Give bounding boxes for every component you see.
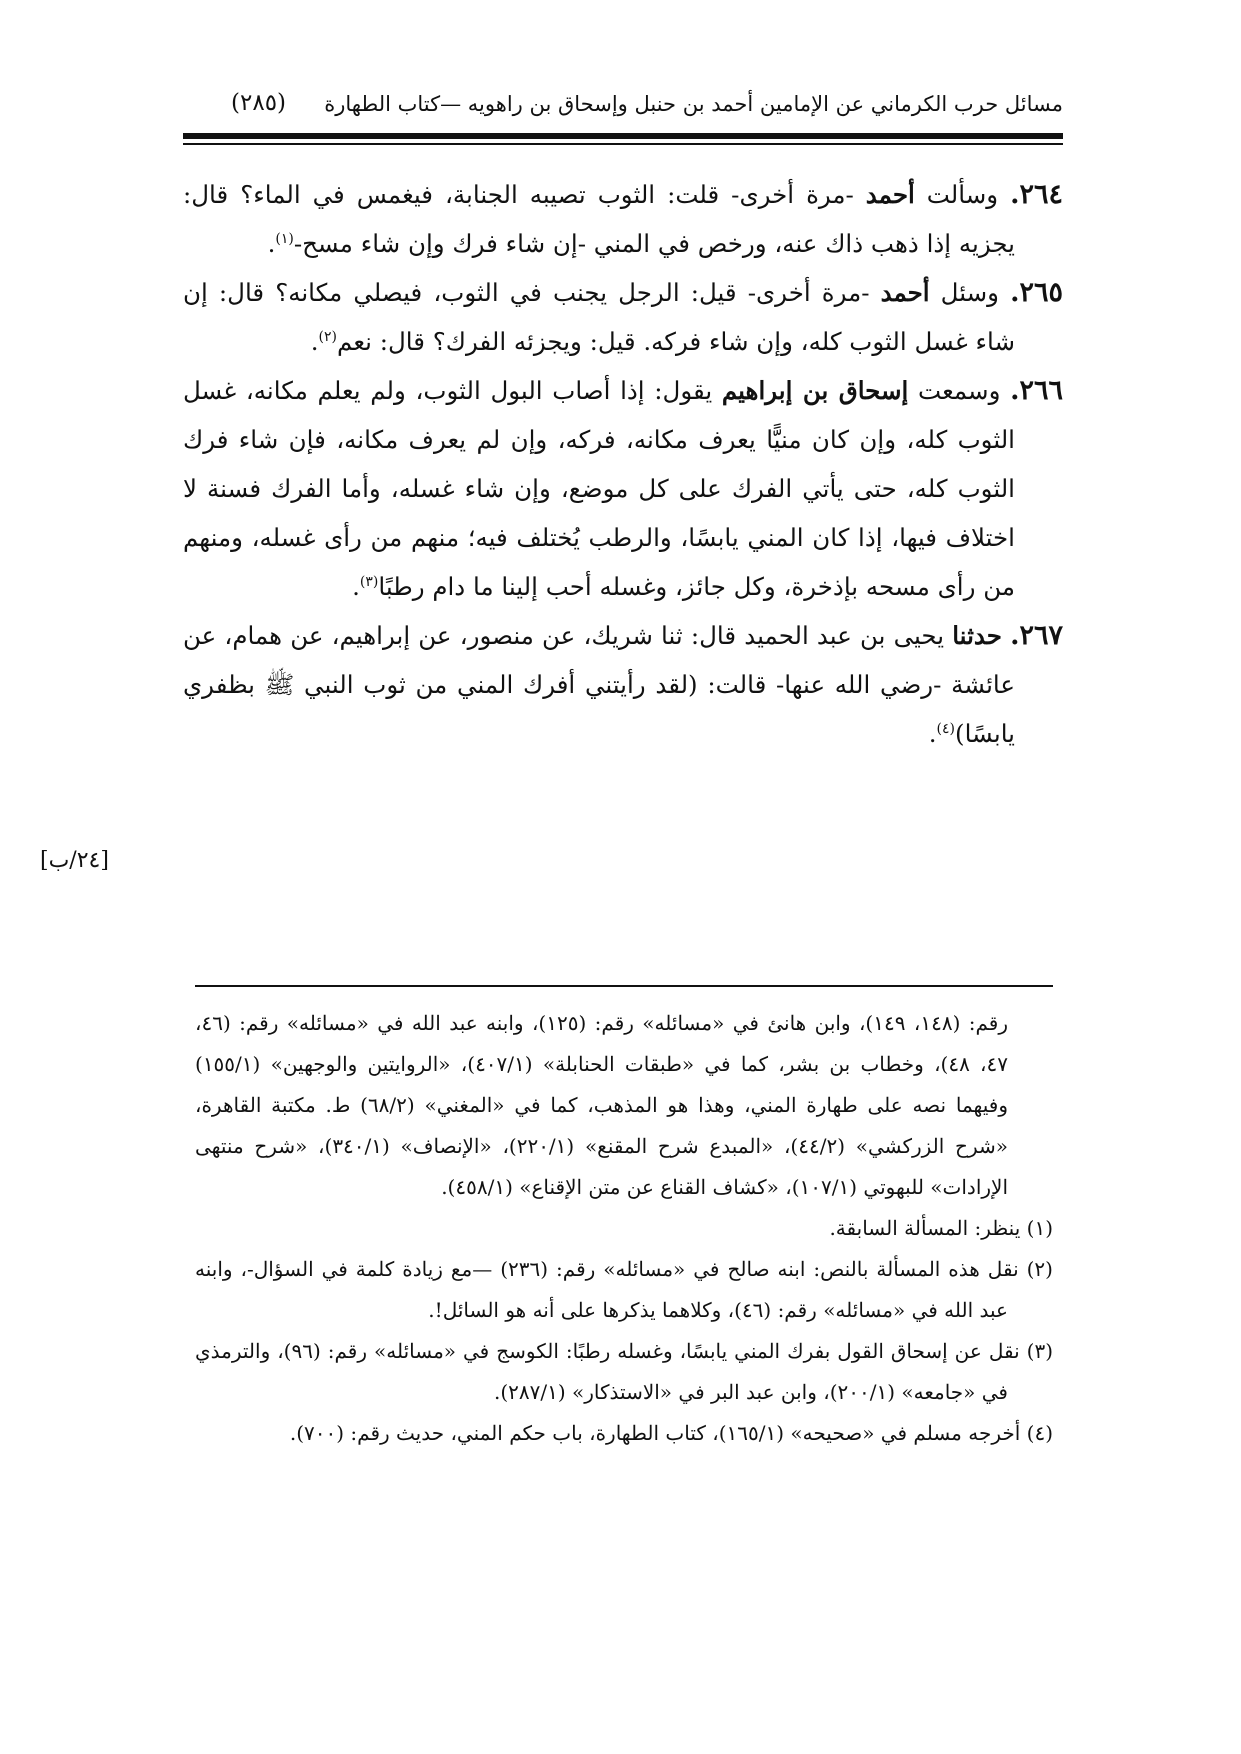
footnote-4: (٤) أخرجه مسلم في «صحيحه» (١٦٥/١)، كتاب الطهارة، باب حكم المني، حديث رقم: (٧٠٠). bbox=[289, 1421, 1053, 1445]
entry-text: -مرة أخرى- قلت: الثوب تصيبه الجنابة، فيغمس في الماء؟ قال: يجزيه إذا ذهب ذاك عنه، ورخص في المني -إن شاء فرك وإن شاء مسح- bbox=[183, 180, 1015, 258]
entry-text: يقول: إذا أصاب البول الثوب، ولم يعلم مكانه، غسل الثوب كله، وإن كان منيًّا يعرف مكانه، فركه، وإن لم يعرف مكانه، فإن شاء فرك الثوب كله، حتى يأتي الفرك على كل موضع، وإن شاء غسله، وأما الفرك فسنة لا اختلاف فيها، إذا كان المني يابسًا، والرطب يُختلف فيه؛ منهم من رأى غسله، ومنهم من رأى مسحه بإذخرة، وكل جائز، وغسله أحب إلينا ما دام رطبًا bbox=[183, 376, 1015, 601]
manuscript-folio-note: [٢٤/ب] bbox=[40, 848, 109, 873]
entry-keyword: أحمد bbox=[865, 180, 915, 209]
entry-keyword: إسحاق بن إبراهيم bbox=[721, 376, 909, 405]
header-title: مسائل حرب الكرماني عن الإمامين أحمد بن حنبل وإسحاق بن راهويه —كتاب الطهارة bbox=[324, 92, 1063, 116]
entry-keyword: حدثنا bbox=[952, 621, 1002, 650]
footnote-continuation: رقم: (١٤٨، ١٤٩)، وابن هانئ في «مسائله» رقم: (١٢٥)، وابنه عبد الله في «مسائله» رقم: (٤٦، ٤٧، ٤٨)، وخطاب بن بشر، كما في «طبقات الحنابلة» (٤٠٧/١)، «الروايتين والوجهين» (١٥٥/١) وفيهما نصه على طهارة المني، وهذا هو المذهب، كما في «المغني» (٦٨/٢) ط. مكتبة القاهرة، «شرح الزركشي» (٤٤/٢)، «المبدع شرح المقنع» (٢٢٠/١)، «الإنصاف» (٣٤٠/١)، «شرح منتهى الإرادات» للبهوتي (١٠٧/١)، «كشاف القناع عن متن الإقناع» (٤٥٨/١). bbox=[195, 1011, 1009, 1199]
entry-keyword: أحمد bbox=[880, 278, 930, 307]
footnotes-section bbox=[195, 1003, 1053, 1454]
header-rule-thick bbox=[183, 133, 1063, 139]
footnote-2: (٢) نقل هذه المسألة بالنص: ابنه صالح في «مسائله» رقم: (٢٣٦) —مع زيادة كلمة في السؤال-، وابنه عبد الله في «مسائله» رقم: (٤٦)، وكلاهما يذكرها على أنه هو السائل!. bbox=[195, 1257, 1053, 1322]
entry-264 bbox=[183, 170, 1063, 268]
footnote-separator bbox=[195, 985, 1053, 987]
entry-tail: . bbox=[928, 719, 937, 748]
footnote-1: (١) ينظر: المسألة السابقة. bbox=[829, 1216, 1053, 1240]
entry-tail: . bbox=[267, 229, 276, 258]
entry-number: ٢٦٧. bbox=[1010, 620, 1063, 651]
entry-tail: . bbox=[310, 327, 319, 356]
entry-tail: . bbox=[352, 572, 360, 601]
entry-lead bbox=[1002, 621, 1010, 650]
footnote-3: (٣) نقل عن إسحاق القول بفرك المني يابسًا، وغسله رطبًا: الكوسج في «مسائله» رقم: (٩٦)، والترمذي في «جامعه» (٢٠٠/١)، وابن عبد البر في «الاستذكار» (٢٨٧/١). bbox=[195, 1339, 1053, 1404]
entry-265 bbox=[183, 268, 1063, 366]
entries-section bbox=[183, 170, 1063, 758]
footnote-ref[interactable]: (٢) bbox=[318, 328, 338, 345]
entry-text: يحيى بن عبد الحميد قال: ثنا شريك، عن منصور، عن إبراهيم، عن همام، عن عائشة -رضي الله عنها- قالت: (لقد رأيتني أفرك المني من ثوب النبي ﷺ بظفري يابسًا) bbox=[183, 621, 1015, 748]
entry-text: -مرة أخرى- قيل: الرجل يجنب في الثوب، فيصلي مكانه؟ قال: إن شاء غسل الثوب كله، وإن شاء فركه. قيل: ويجزئه الفرك؟ قال: نعم bbox=[183, 278, 1015, 356]
entry-lead: وسمعت bbox=[908, 376, 1011, 405]
footnote-ref[interactable]: (٣) bbox=[359, 573, 379, 590]
entry-lead: وسئل bbox=[929, 278, 1011, 307]
header-rule-thin bbox=[183, 143, 1063, 145]
entry-number: ٢٦٥. bbox=[1010, 277, 1063, 308]
entry-number: ٢٦٦. bbox=[1010, 375, 1063, 406]
page-number: (٢٨٥) bbox=[231, 90, 287, 116]
entry-lead: وسألت bbox=[914, 180, 1011, 209]
entry-number: ٢٦٤. bbox=[1010, 179, 1063, 210]
entry-267 bbox=[183, 611, 1063, 758]
entry-266 bbox=[183, 366, 1063, 611]
running-header bbox=[183, 86, 1063, 126]
footnote-ref[interactable]: (١) bbox=[275, 230, 294, 247]
footnote-ref[interactable]: (٤) bbox=[936, 720, 956, 737]
